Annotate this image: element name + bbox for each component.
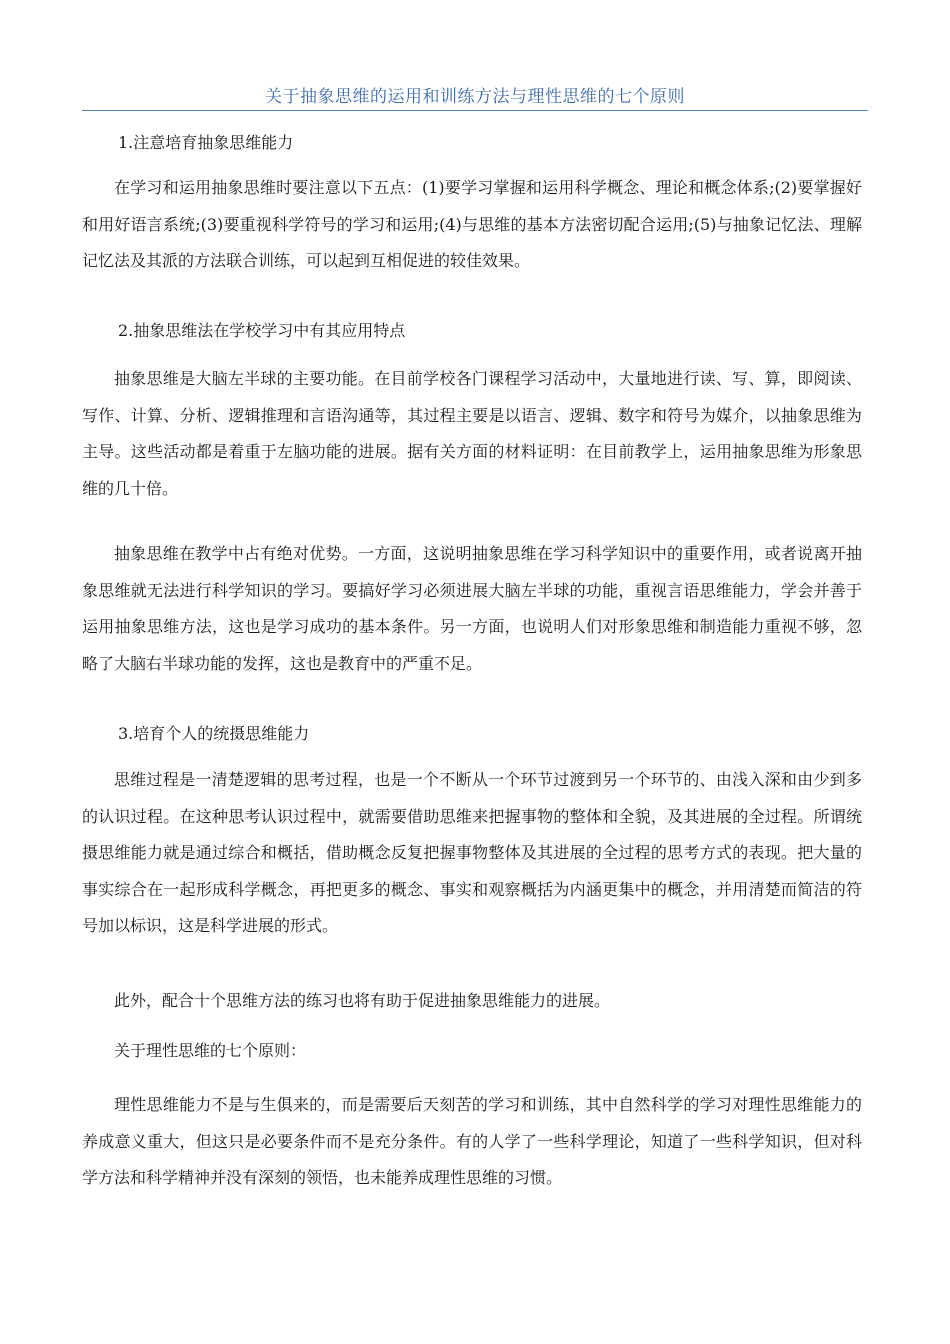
paragraph-5: 此外，配合十个思维方法的练习也将有助于促进抽象思维能力的进展。 (114, 991, 611, 1010)
page-title: 关于抽象思维的运用和训练方法与理性思维的七个原则 (265, 87, 685, 107)
paragraph-1: 在学习和运用抽象思维时要注意以下五点：(1)要学习掌握和运用科学概念、理论和概念体系;(2)要掌握好和用好语言系统;(3)要重视科学符号的学习和运用;(4)与思维的基本方法密切配合运用;(5)与抽象记忆法、理解记忆法及其派的方法联合训练，可以起到互相促进的较佳效果。 (82, 178, 862, 270)
paragraph-6: 关于理性思维的七个原则： (114, 1041, 307, 1060)
section-heading-3: 3.培育个人的统摄思维能力 (118, 724, 310, 743)
paragraph-7: 理性思维能力不是与生俱来的，而是需要后天刻苦的学习和训练，其中自然科学的学习对理性思维能力的养成意义重大，但这只是必要条件而不是充分条件。有的人学了一些科学理论，知道了一些科学知识，但对科学方法和科学精神并没有深刻的领悟，也未能养成理性思维的习惯。 (82, 1095, 862, 1187)
section-heading-1: 1.注意培育抽象思维能力 (118, 133, 294, 152)
paragraph-3: 抽象思维在教学中占有绝对优势。一方面，这说明抽象思维在学习科学知识中的重要作用，或者说离开抽象思维就无法进行科学知识的学习。要搞好学习必须进展大脑左半球的功能，重视言语思维能力，学会并善于运用抽象思维方法，这也是学习成功的基本条件。另一方面，也说明人们对形象思维和制造能力重视不够，忽略了大脑右半球功能的发挥，这也是教育中的严重不足。 (82, 544, 862, 673)
paragraph-2: 抽象思维是大脑左半球的主要功能。在目前学校各门课程学习活动中，大量地进行读、写、算，即阅读、写作、计算、分析、逻辑推理和言语沟通等，其过程主要是以语言、逻辑、数字和符号为媒介，以抽象思维为主导。这些活动都是着重于左脑功能的进展。据有关方面的材料证明：在目前教学上，运用抽象思维为形象思维的几十倍。 (82, 369, 862, 498)
paragraph-4: 思维过程是一清楚逻辑的思考过程，也是一个不断从一个环节过渡到另一个环节的、由浅入深和由少到多的认识过程。在这种思考认识过程中，就需要借助思维来把握事物的整体和全貌，及其进展的全过程。所谓统摄思维能力就是通过综合和概括，借助概念反复把握事物整体及其进展的全过程的思考方式的表现。把大量的事实综合在一起形成科学概念，再把更多的概念、事实和观察概括为内涵更集中的概念，并用清楚而简洁的符号加以标识，这是科学进展的形式。 (82, 770, 862, 935)
page-header (82, 80, 868, 111)
section-heading-2: 2.抽象思维法在学校学习中有其应用特点 (118, 321, 406, 340)
